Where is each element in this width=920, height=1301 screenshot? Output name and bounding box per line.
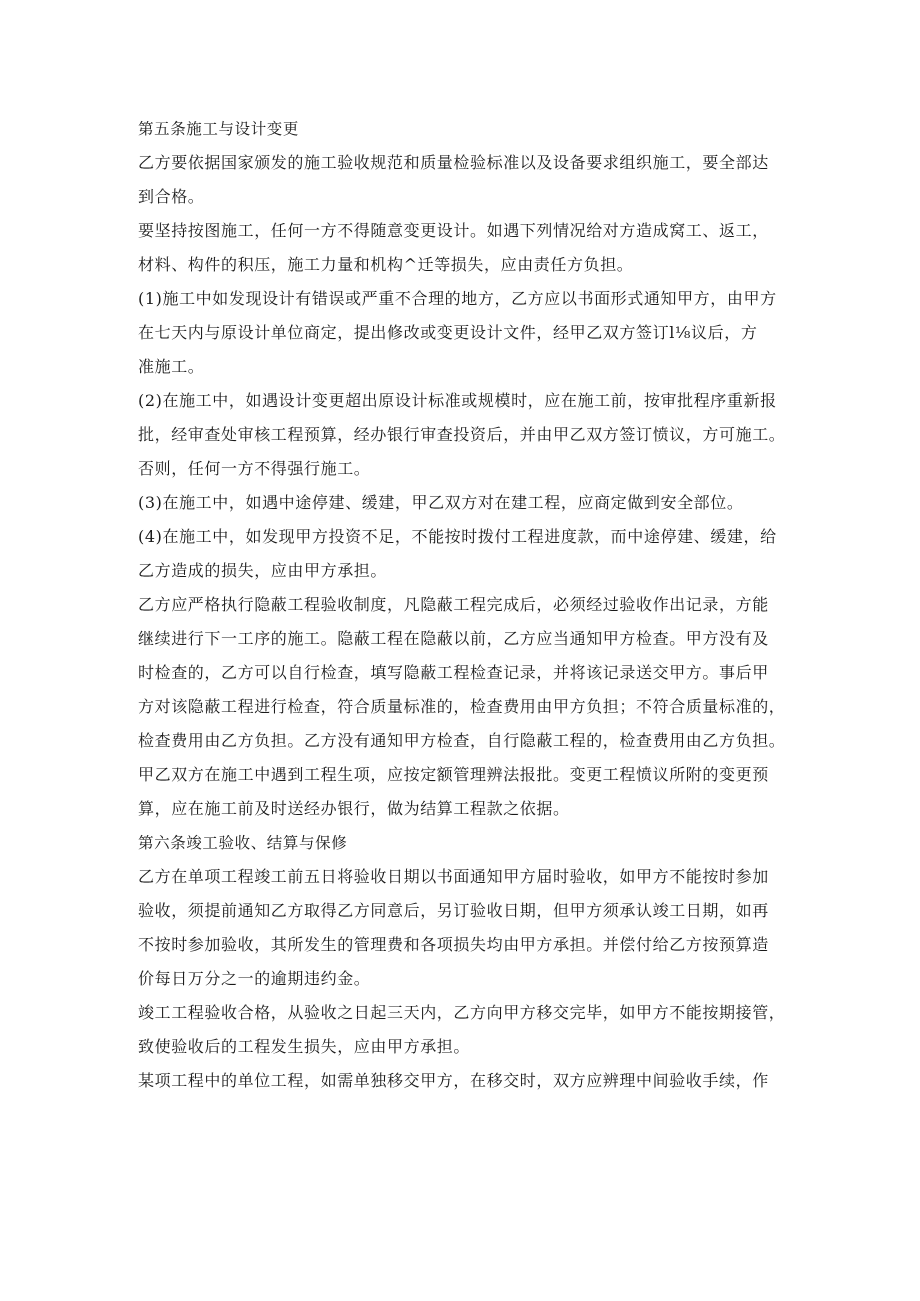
paragraph-line: 致使验收后的工程发生损失，应由甲方承担。 xyxy=(138,1037,471,1056)
paragraph-line: 价每日万分之一的逾期违约金。 xyxy=(138,969,371,988)
paragraph-line: 准施工。 xyxy=(138,357,205,376)
paragraph-line: 乙方在单项工程竣工前五日将验收日期以书面通知甲方届时验收，如甲方不能按时参加 xyxy=(138,867,769,886)
paragraph-line: 到合格。 xyxy=(138,187,205,206)
paragraph-line: 不按时参加验收，其所发生的管理费和各项损失均由甲方承担。并偿付给乙方按预算造 xyxy=(138,935,769,954)
paragraph-line: 乙方应严格执行隐蔽工程验收制度，凡隐蔽工程完成后，必须经过验收作出记录，方能 xyxy=(138,595,769,614)
paragraph-line: (2)在施工中，如遇设计变更超出原设计标准或规模时，应在施工前，按审批程序重新报 xyxy=(138,391,777,410)
paragraph-line: 方对该隐蔽工程进行检查，符合质量标准的，检查费用由甲方负担；不符合质量标准的， xyxy=(138,697,786,716)
paragraph-line: (3)在施工中，如遇中途停建、缓建，甲乙双方对在建工程，应商定做到安全部位。 xyxy=(138,493,744,512)
paragraph-line: 批，经审查处审核工程预算，经办银行审查投资后，并由甲乙双方签订愤议，方可施工。 xyxy=(138,425,786,444)
paragraph-line: 甲乙双方在施工中遇到工程生项，应按定额管理辨法报批。变更工程愤议所附的变更预 xyxy=(138,765,769,784)
paragraph-line: 否则，任何一方不得强行施工。 xyxy=(138,459,371,478)
paragraph-line: (4)在施工中，如发现甲方投资不足，不能按时拨付工程进度款，而中途停建、缓建，给 xyxy=(138,527,777,546)
document-page xyxy=(138,112,790,1098)
paragraph-line: 竣工工程验收合格，从验收之日起三天内，乙方向甲方移交完毕，如甲方不能按期接管， xyxy=(138,1003,786,1022)
paragraph-line: 检查费用由乙方负担。乙方没有通知甲方检查，自行隐蔽工程的，检查费用由乙方负担。 xyxy=(138,731,786,750)
paragraph-line: (1)施工中如发现设计有错误或严重不合理的地方，乙方应以书面形式通知甲方，由甲方 xyxy=(138,289,777,308)
section-heading-6: 第六条竣工验收、结算与保修 xyxy=(138,834,348,852)
section-heading-5: 第五条施工与设计变更 xyxy=(138,120,300,138)
paragraph-line: 乙方造成的损失，应由甲方承担。 xyxy=(138,561,388,580)
paragraph-line: 时检查的，乙方可以自行检查，填写隐蔽工程检查记录，并将该记录送交甲方。事后甲 xyxy=(138,663,769,682)
paragraph-line: 材料、构件的积压，施工力量和机构^迁等损失，应由责任方负担。 xyxy=(138,255,634,274)
paragraph-line: 乙方要依据国家颁发的施工验收规范和质量检验标准以及设备要求组织施工，要全部达 xyxy=(138,153,769,172)
paragraph-line: 要坚持按图施工，任何一方不得随意变更设计。如遇下列情况给对方造成窝工、返工， xyxy=(138,221,769,240)
paragraph-line: 在七天内与原设计单位商定，提出修改或变更设计文件，经甲乙双方签订l⅛议后，方 xyxy=(138,323,758,342)
paragraph-line: 验收，须提前通知乙方取得乙方同意后，另订验收日期，但甲方须承认竣工日期，如再 xyxy=(138,901,769,920)
paragraph-line: 继续进行下一工序的施工。隐蔽工程在隐蔽以前，乙方应当通知甲方检查。甲方没有及 xyxy=(138,629,769,648)
paragraph-line: 算，应在施工前及时送经办银行，做为结算工程款之依据。 xyxy=(138,799,570,818)
paragraph-line: 某项工程中的单位工程，如需单独移交甲方，在移交时，双方应辨理中间验收手续，作 xyxy=(138,1071,769,1090)
